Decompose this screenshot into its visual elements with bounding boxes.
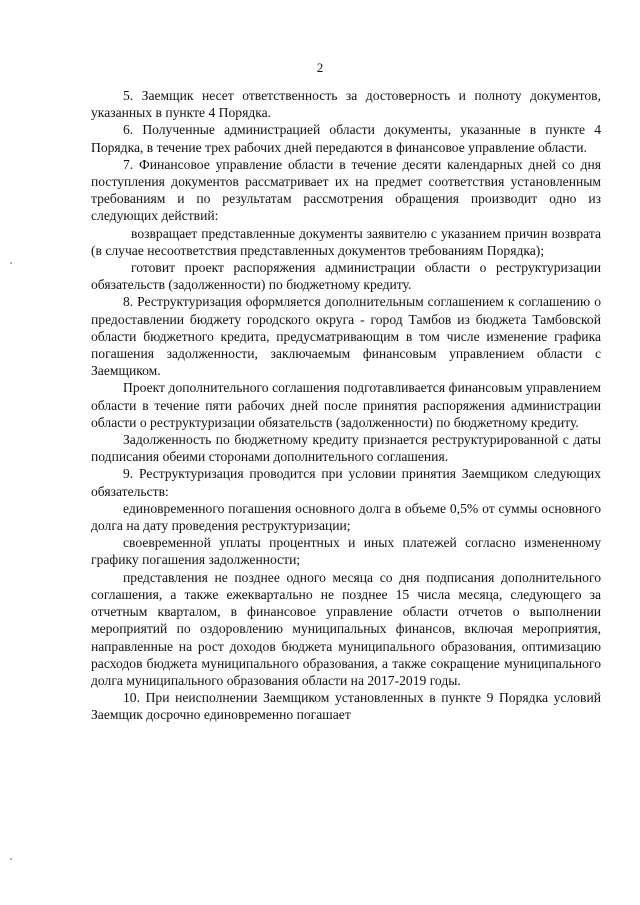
paragraph-9-conditions: 9. Реструктуризация проводится при условии принятия Заемщиком следующих обязательств: — [91, 466, 601, 499]
paragraph-8-debt-recognition: Задолженность по бюджетному кредиту признается реструктурированной с даты подписания обеими сторонами дополнительного соглашения. — [91, 432, 601, 465]
scan-artifact-dot — [10, 858, 12, 860]
paragraph-9-timely-payments: своевременной уплаты процентных и иных платежей согласно измененному графику погашения задолженности; — [91, 535, 601, 568]
paragraph-6-documents-transfer: 6. Полученные администрацией области документы, указанные в пункте 4 Порядка, в течение трех рабочих дней передаются в финансовое управление области. — [91, 122, 601, 155]
document-body — [91, 87, 601, 724]
page-number: 2 — [316, 60, 324, 75]
paragraph-7-option-draft-order: готовит проект распоряжения администрации области о реструктуризации обязательств (задолженности) по бюджетному кредиту. — [91, 260, 601, 293]
paragraph-7-option-return: возвращает представленные документы заявителю с указанием причин возврата (в случае несоответствия представленных документов требованиям Порядка); — [91, 225, 601, 258]
paragraph-9-reporting: представления не позднее одного месяца со дня подписания дополнительного соглашения, а также ежеквартально не позднее 15 числа месяца, следующего за отчетным кварталом, в финансовое управление области отчетов о выполнении мероприятий по оздоровлению муниципальных финансов, включая мероприятия, направленные на рост доходов бюджета муниципального образования, оптимизацию расходов бюджета муниципального образования, а также сокращение муниципального долга муниципального образования области на 2017-2019 годы. — [91, 569, 601, 688]
paragraph-7-review-procedure: 7. Финансовое управление области в течение десяти календарных дней со дня поступления документов рассматривает их на предмет соответствия установленным требованиям и по результатам рассмотрения обращения производит одно из следующих действий: — [91, 156, 601, 224]
paragraph-9-lump-sum-repayment: единовременного погашения основного долга в объеме 0,5% от суммы основного долга на дату проведения реструктуризации; — [91, 500, 601, 534]
paragraph-5-borrower-responsibility: 5. Заемщик несет ответственность за достоверность и полноту документов, указанных в пункте 4 Порядка. — [91, 88, 601, 121]
paragraph-10-early-repayment: 10. При неисполнении Заемщиком установленных в пункте 9 Порядка условий Заемщик досрочно единовременно погашает — [91, 690, 601, 723]
paragraph-8-draft-agreement: Проект дополнительного соглашения подготавливается финансовым управлением области в течение пяти рабочих дней после принятия распоряжения администрации области о реструктуризации обязательств (задолженности) по бюджетному кредиту. — [91, 380, 601, 430]
scan-artifact-dot — [10, 262, 12, 264]
paragraph-8-restructuring-agreement: 8. Реструктуризация оформляется дополнительным соглашением к соглашению о предоставлении бюджету городского округа - город Тамбов из бюджета Тамбовской области бюджетного кредита, предусматривающим в том числе изменение графика погашения задолженности, заключаемым финансовым управлением области с Заемщиком. — [91, 294, 601, 379]
